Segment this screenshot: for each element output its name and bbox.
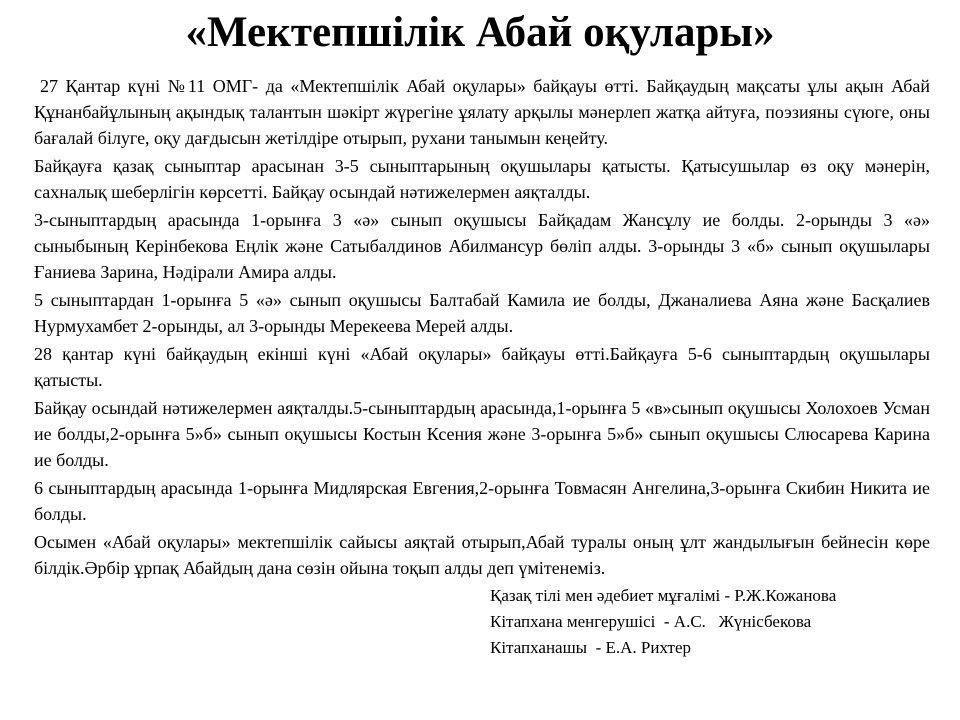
paragraph-grade6-results: 6 сыныптардың арасында 1-орынға Мидлярская Евгения,2-орынға Товмасян Ангелина,3-орынға Скибин Никита ие болды. [34,478,930,525]
signature-line-library-head: Кітапхана менгерушісі - А.С. Жүнісбекова [490,612,812,632]
paragraph-second-day: 28 қантар күні байқаудың екінші күні «Абай оқулары» байқауы өтті.Байқауға 5-6 сыныптардың оқушылары қатысты. [34,344,930,391]
paragraph-participants: Байқауға қазақ сыныптар арасынан 3-5 сыныптарының оқушылары қатысты. Қатысушылар өз оқу мәнерін, сахналық шеберлігін көрсетті. Байқау осындай нәтижелермен аяқталды. [34,156,930,203]
signature-line-teacher: Қазақ тілі мен әдебиет мұғалімі - Р.Ж.Кожанова [490,586,837,606]
paragraph-grade5-results: 5 сыныптардан 1-орынға 5 «ә» сынып оқушысы Балтабай Камила ие болды, Джаналиева Аяна және Басқалиев Нурмухамбет 2-орынды, ал 3-орынды Мерекеева Мерей алды. [34,290,930,337]
paragraph-intro: 27 Қантар күні №11 ОМГ- да «Мектепшілік Абай оқулары» байқауы өтті. Байқаудың мақсаты ұлы ақын Абай Құнанбайұлының ақындық талантын шәкірт жүрегіне ұялату арқылы мәнерлеп жатқа айтуға, поэзияны сүюге, оны бағалай білуге, оқу дағдысын жетілдіре отырып, рухани танымын кеңейту. [34,76,930,149]
paragraph-grade5-day2-results: Байқау осындай нәтижелермен аяқталды.5-сыныптардың арасында,1-орынға 5 «в»сынып оқушысы Холохоев Усман ие болды,2-орынға 5»б» сынып оқушысы Костын Ксения және 3-орынға 5»б» сынып оқушысы Слюсарева Карина ие болды. [34,398,930,471]
signature-block [490,583,960,661]
signature-line-librarian: Кітапханашы - Е.А. Рихтер [490,638,692,658]
paragraph-grade3-results: 3-сыныптардың арасында 1-орынға 3 «ә» сынып оқушысы Байқадам Жансұлу ие болды. 2-орынды 3 «ә» сыныбының Керінбекова Еңлік және Сатыбалдинов Абилмансур бөліп алды. 3-орынды 3 «б» сынып оқушылары Ғаниева Зарина, Нәдірали Амира алды. [34,210,930,283]
document-title: «Мектепшілік Абай оқулары» [185,9,775,56]
document-body [0,73,960,581]
paragraph-conclusion: Осымен «Абай оқулары» мектепшілік сайысы аяқтай отырып,Абай туралы оның ұлт жандылығын бейнесін көре білдік.Әрбір ұрпақ Абайдың дана сөзін ойына тоқып алды деп үмітенеміз. [34,532,930,579]
